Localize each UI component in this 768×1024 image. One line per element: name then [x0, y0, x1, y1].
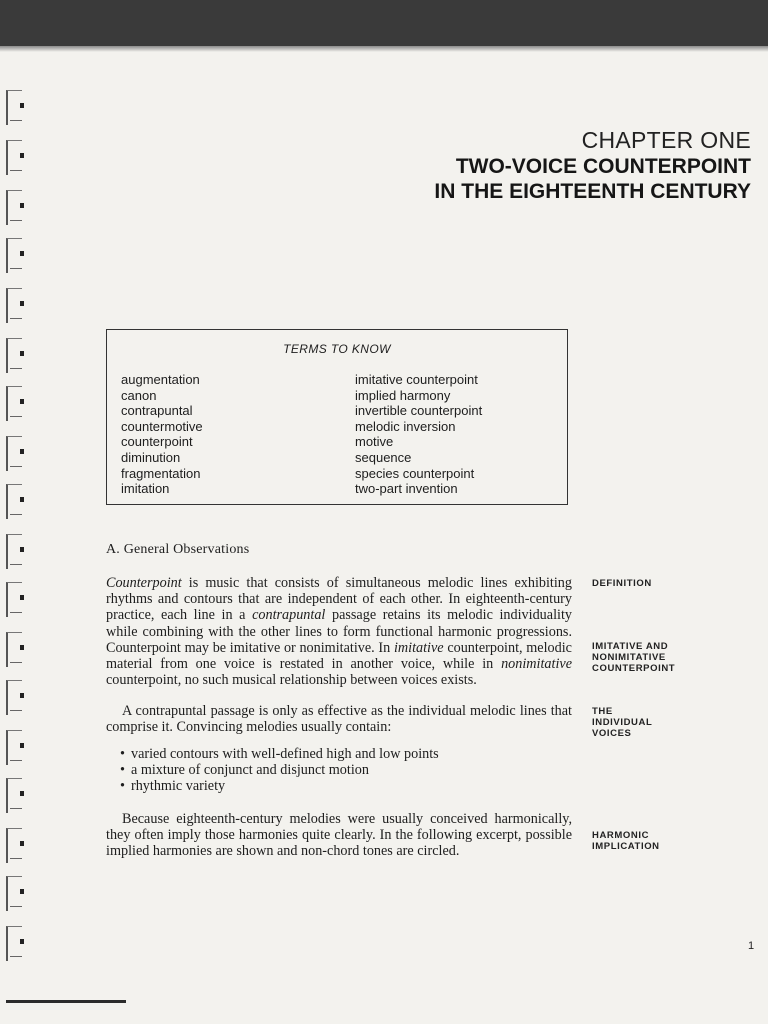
margin-label-line: COUNTERPOINT	[592, 663, 676, 674]
margin-label-line: IMPLICATION	[592, 841, 660, 852]
emphasis-term: contrapuntal	[252, 607, 326, 624]
binding-tick	[10, 170, 22, 171]
terms-list-left	[121, 372, 203, 497]
binding-tick	[10, 514, 22, 515]
spiral-binding	[0, 60, 32, 990]
term: sequence	[355, 449, 412, 465]
term: invertible counterpoint	[355, 403, 483, 419]
binding-tick	[10, 956, 22, 957]
paragraph-implied-harmony: Because eighteenth-century melodies were usually conceived harmonically, they often imply those harmonies quite clearly. In the following excerpt, possible implied harmonies are shown and non-chord tones are circled.	[106, 811, 572, 860]
term: contrapuntal	[121, 403, 193, 419]
margin-label-voices	[592, 706, 652, 739]
list-item: • a mixture of conjunct and disjunct motion	[120, 762, 439, 778]
binding-tick	[10, 564, 22, 565]
paragraph-text: is music that consists of simultaneous melodic lines exhibiting rhythms and contours that are independent of each other. In eighteenth-century practice, each line in a	[106, 575, 572, 624]
chapter-title-line-1: TWO-VOICE COUNTERPOINT	[455, 155, 751, 178]
term: canon	[121, 387, 157, 403]
binding-tick	[10, 808, 22, 809]
term: countermotive	[121, 418, 203, 434]
terms-to-know-box	[106, 329, 568, 505]
melody-qualities-list	[120, 746, 439, 794]
margin-label-line: IMITATIVE AND	[592, 641, 669, 652]
paragraph-melodic-lines: A contrapuntal passage is only as effective as the individual melodic lines that comprise it. Convincing melodies usually contain:	[106, 703, 572, 736]
margin-label-imitative	[592, 641, 675, 674]
emphasis-term: nonimitative	[501, 656, 572, 673]
binding-tick	[10, 906, 22, 907]
terms-heading: TERMS TO KNOW	[283, 342, 391, 356]
margin-label-harmonic	[592, 830, 660, 852]
binding-tick	[10, 120, 22, 121]
scan-bottom-edge	[6, 1000, 126, 1003]
paragraph-text: passage retains its melodic individuality while combining with the other lines to form functional harmonic progressions. Counterpoint may be imitative or nonimitative. In	[106, 607, 572, 656]
term: fragmentation	[121, 465, 201, 481]
binding-tick	[10, 220, 22, 221]
binding-tick	[10, 858, 22, 859]
page-number: 1	[748, 940, 755, 952]
binding-tick	[10, 368, 22, 369]
margin-label-definition	[592, 578, 652, 589]
binding-tick	[10, 662, 22, 663]
binding-tick	[10, 710, 22, 711]
term: melodic inversion	[355, 418, 456, 434]
margin-label-line: HARMONIC	[592, 830, 650, 841]
margin-label-line: VOICES	[592, 728, 632, 739]
term: counterpoint	[121, 434, 193, 450]
margin-label-line: DEFINITION	[592, 578, 652, 589]
term: imitative counterpoint	[355, 372, 478, 387]
term: two-part invention	[355, 481, 458, 497]
binding-tick	[10, 760, 22, 761]
scan-top-shadow	[0, 0, 768, 46]
term: diminution	[121, 449, 181, 465]
term: species counterpoint	[355, 465, 475, 481]
terms-list-right	[355, 372, 482, 497]
paragraph-text: counterpoint, no such musical relationship between voices exists.	[106, 672, 477, 689]
binding-tick	[10, 268, 22, 269]
chapter-heading	[434, 126, 751, 204]
binding-tick	[10, 466, 22, 467]
paragraph-definition	[106, 575, 572, 688]
paragraph-text: counterpoint, melodic material from one voice is restated in another voice, while in	[106, 639, 572, 673]
term: augmentation	[121, 372, 200, 387]
emphasis-term: Counterpoint	[106, 575, 182, 591]
binding-tick	[10, 416, 22, 417]
emphasis-term: imitative	[393, 639, 444, 656]
term: motive	[355, 434, 394, 450]
section-heading: A. General Observations	[106, 542, 250, 557]
list-item: • varied contours with well-defined high and low points	[120, 746, 439, 762]
term: implied harmony	[355, 387, 451, 403]
chapter-title-line-2: IN THE EIGHTEENTH CENTURY	[434, 180, 751, 203]
margin-label-line: NONIMITATIVE	[592, 652, 666, 663]
scan-top-shadow-edge	[0, 46, 768, 52]
margin-label-line: THE	[592, 706, 613, 717]
binding-tick	[10, 318, 22, 319]
list-item: • rhythmic variety	[120, 778, 439, 794]
chapter-label: CHAPTER ONE	[581, 127, 751, 153]
margin-label-line: INDIVIDUAL	[592, 717, 653, 728]
binding-tick	[10, 612, 22, 613]
term: imitation	[121, 481, 170, 497]
